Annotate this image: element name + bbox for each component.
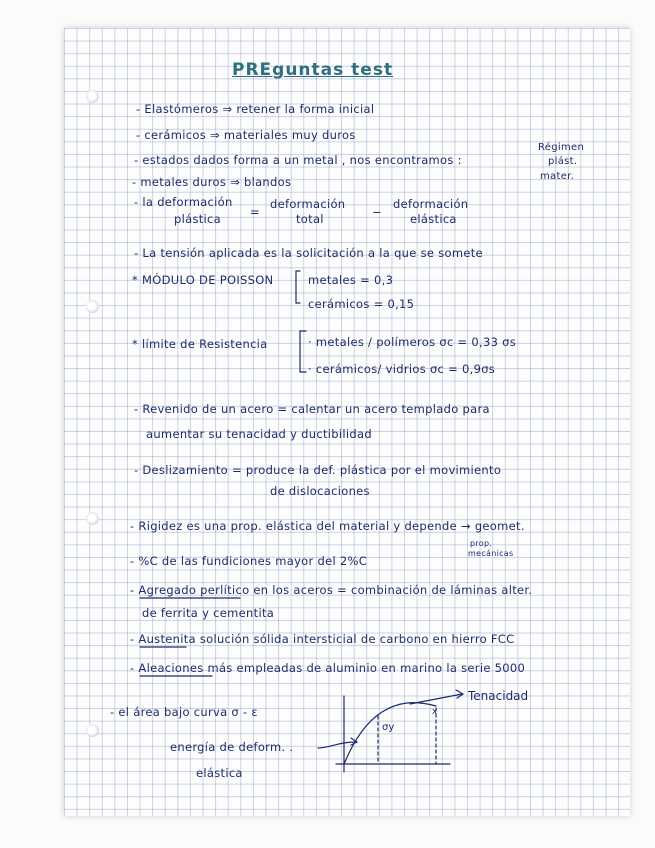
note-ceramicos: - cerámicos ⇒ materiales muy duros <box>136 128 356 142</box>
note-deformacion: - la deformación <box>134 195 233 209</box>
equals-sign: = <box>250 205 260 219</box>
limite-bracket <box>300 331 306 372</box>
note-side-plast: plást. <box>548 156 578 167</box>
note-mecanicas: mecánicas <box>468 549 514 558</box>
graph-label-tenacidad: Tenacidad <box>468 689 529 703</box>
note-side-mater: mater. <box>540 171 575 182</box>
note-austenita: - Austenita solución sólida intersticial de carbono en hierro FCC <box>130 632 515 646</box>
note-revenido-2: aumentar su tenacidad y ductibilidad <box>146 427 372 441</box>
note-rigidez: - Rigidez es una prop. elástica del material y depende → geomet. <box>130 519 525 533</box>
note-plastica: plástica <box>174 212 222 226</box>
note-poisson-ceramicos: cerámicos = 0,15 <box>308 297 415 311</box>
tenacidad-arrow <box>410 694 462 704</box>
note-energia: energía de deform. . <box>170 740 294 754</box>
note-def-total: deformación <box>270 197 346 211</box>
note-limite: * límite de Resistencia <box>132 337 268 351</box>
note-poisson: * MÓDULO DE POISSON <box>132 273 274 287</box>
poisson-bracket <box>296 271 300 303</box>
note-energia-2: elástica <box>196 766 243 780</box>
note-def-elastica: deformación <box>393 197 469 211</box>
note-prop: prop. <box>470 539 493 548</box>
graph-label-sigma-y: σy <box>382 722 395 733</box>
note-limite-metales: · metales / polímeros σc = 0,33 σs <box>308 335 517 349</box>
energia-arrow <box>318 742 356 748</box>
graph-rupture-mark: x <box>432 707 438 717</box>
note-deslizamiento-2: de dislocaciones <box>270 484 370 498</box>
note-total: total <box>296 212 324 226</box>
note-deslizamiento: - Deslizamiento = produce la def. plástica por el movimiento <box>134 463 502 477</box>
note-area-curva: - el área bajo curva σ - ε <box>110 705 258 719</box>
note-perlitico: - Agregado perlítico en los aceros = combinación de láminas alter. <box>130 583 533 597</box>
note-elastomeros: - Elastómeros ⇒ retener la forma inicial <box>136 102 375 116</box>
note-estados: - estados dados forma a un metal , nos encontramos : <box>134 153 462 167</box>
note-perlitico-2: de ferrita y cementita <box>142 606 275 620</box>
note-revenido: - Revenido de un acero = calentar un acero templado para <box>134 402 490 416</box>
stress-strain-curve <box>344 703 436 764</box>
note-aleaciones: - Aleaciones más empleadas de aluminio en marino la serie 5000 <box>130 661 526 675</box>
note-side-regimen: Régimen <box>538 142 585 153</box>
note-elastica: elástica <box>410 212 457 226</box>
note-metales-duros: - metales duros ⇒ blandos <box>132 175 292 189</box>
minus-sign: − <box>372 205 382 219</box>
note-tension: - La tensión aplicada es la solicitación a la que se somete <box>134 246 483 260</box>
note-fundiciones: - %C de las fundiciones mayor del 2%C <box>130 554 368 568</box>
page-title: PREguntas test <box>232 60 394 80</box>
note-poisson-metales: metales = 0,3 <box>308 273 394 287</box>
note-limite-ceramicos: · cerámicos/ vidrios σc = 0,9σs <box>308 362 496 376</box>
